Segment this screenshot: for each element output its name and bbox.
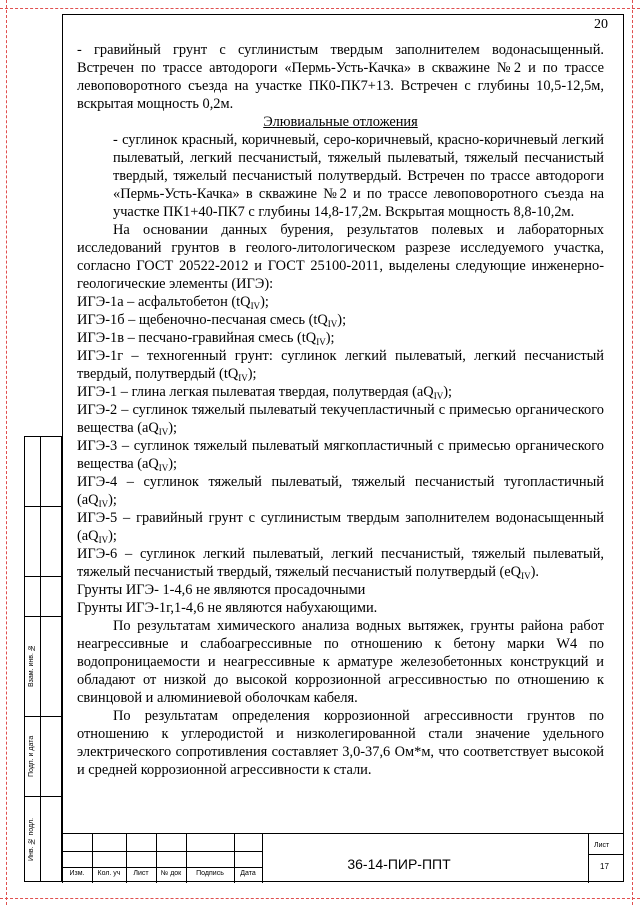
cut-line-left xyxy=(6,0,7,905)
sheet-number: 17 xyxy=(600,862,609,871)
stamp-col-label: Дата xyxy=(240,870,256,877)
side-strip-row-line xyxy=(24,616,62,617)
sheet-cell-line xyxy=(588,854,624,855)
paragraph: По результатам химического анализа водных вытяжек, грунты района работ неагрессивные и слабоагрессивные по отношению к бетону марки W4 по водопроницаемости и неагрессивные к арматуре железобетонных конструкций и обладают от низкой до высокой коррозионной агрессивностью по отношению к свинцовой и алюминиевой оболочкам кабеля. xyxy=(77,618,604,706)
ige-item: ИГЭ-1в – песчано-гравийная смесь $(tQ_{IV})$; xyxy=(77,330,335,347)
side-strip-divider xyxy=(40,436,41,882)
ige-item: ИГЭ-1а – асфальтобетон $(tQ_{IV})$; xyxy=(77,294,269,311)
paragraph: На основании данных бурения, результатов полевых и лабораторных исследований грунтов в геолого-литологическом разрезе исследуемого участка, согласно ГОСТ 20522-2012 и ГОСТ 25100-2011, выделены следующие инженерно-геологические элементы (ИГЭ): xyxy=(77,222,604,292)
side-strip-row-line xyxy=(24,506,62,507)
ige-item: ИГЭ-1 – глина легкая пылеватая твердая, полутвердая $(aQ_{IV})$; xyxy=(77,384,452,401)
side-strip-row-line xyxy=(24,716,62,717)
side-stamp-strip xyxy=(24,436,62,882)
ige-item: ИГЭ-3 – суглинок тяжелый пылеватый мягкопластичный с примесью органического вещества $(aQ_{IV})$; xyxy=(77,438,604,473)
side-label-signature-date: Подп. и дата xyxy=(28,735,35,777)
section-heading xyxy=(77,113,604,131)
side-label-replacement: Взам. инв. № xyxy=(28,644,35,688)
stamp-col-label: Лист xyxy=(133,870,149,877)
ige-item: ИГЭ-4 – суглинок тяжелый пылеватый, тяжелый песчанистый тугопластичный $(aQ_{IV})$; xyxy=(77,474,604,509)
paragraph: - гравийный грунт с суглинистым твердым заполнителем водонасыщенный. Встречен по трассе автодороги «Пермь-Усть-Качка» в скважине №2 и по трассе левоповоротного съезда на участке ПК0-ПК7+13. Встречен с глубины 10,5-12,5м, вскрытая мощность 0,2м. xyxy=(77,42,604,112)
ige-item: ИГЭ-6 – суглинок легкий пылеватый, легкий песчанистый, тяжелый пылеватый, тяжелый песчанистый твердый, тяжелый песчанистый полутвердый $(eQ_{IV})$. xyxy=(77,546,604,581)
stamp-col-label: Кол. уч xyxy=(97,870,121,877)
stamp-col-label: № док xyxy=(160,870,182,877)
ige-item: ИГЭ-5 – гравийный грунт с суглинистым твердым заполнителем водонасыщенный $(aQ_{IV})$; xyxy=(77,510,604,545)
stamp-row-line xyxy=(62,851,262,852)
paragraph: По результатам определения коррозионной агрессивности грунтов по отношению к углеродистой и низколегированной стали значение удельного электрического сопротивления составляет 3,0-37,6 Ом*м, что соответствует высокой и средней коррозионной агрессивности к стали. xyxy=(77,708,604,778)
stamp-col-label: Подпись xyxy=(196,870,224,877)
side-strip-row-line xyxy=(24,576,62,577)
paragraph: - суглинок красный, коричневый, серо-коричневый, красно-коричневый легкий пылеватый, легкий песчанистый, тяжелый пылеватый, тяжелый песчанистый твердый, тяжелый песчанистый полутвердый. Встречен по трассе автодороги «Пермь-Усть-Качка» в скважине №2 и по трассе левоповоротного съезда на участке ПК1+40-ПК7 с глубины 14,8-17,2м. Вскрытая мощность 8,8-10,2м. xyxy=(113,132,604,220)
cut-line-right xyxy=(632,0,633,905)
section-heading-text: Элювиальные отложения xyxy=(263,114,418,130)
cut-line-top xyxy=(0,8,640,9)
side-strip-row-line xyxy=(24,796,62,797)
document-code: 36-14-ПИР-ППТ xyxy=(347,856,451,872)
stamp-col-label: Изм. xyxy=(69,870,85,877)
sheet-label: Лист xyxy=(594,842,610,849)
ige-item: ИГЭ-2 – суглинок тяжелый пылеватый текучепластичный с примесью органического вещества $(aQ_{IV})$; xyxy=(77,402,604,437)
page-number: 20 xyxy=(594,17,608,32)
ige-item: ИГЭ-1б – щебеночно-песчаная смесь $(tQ_{IV})$; xyxy=(77,312,347,329)
side-label-original-inv: Инв. № подл. xyxy=(28,817,35,861)
page-content xyxy=(77,41,604,779)
stamp-line xyxy=(588,834,589,883)
note: Грунты ИГЭ-1г,1-4,6 не являются набухающими. xyxy=(77,600,378,616)
stamp-line xyxy=(262,834,263,883)
cut-line-bottom xyxy=(0,898,640,899)
note: Грунты ИГЭ- 1-4,6 не являются просадочными xyxy=(77,582,366,598)
ige-item: ИГЭ-1г – техногенный грунт: суглинок легкий пылеватый, легкий песчанистый твердый, полутвердый $(tQ_{IV})$; xyxy=(77,348,604,383)
stamp-row-line xyxy=(62,867,262,868)
